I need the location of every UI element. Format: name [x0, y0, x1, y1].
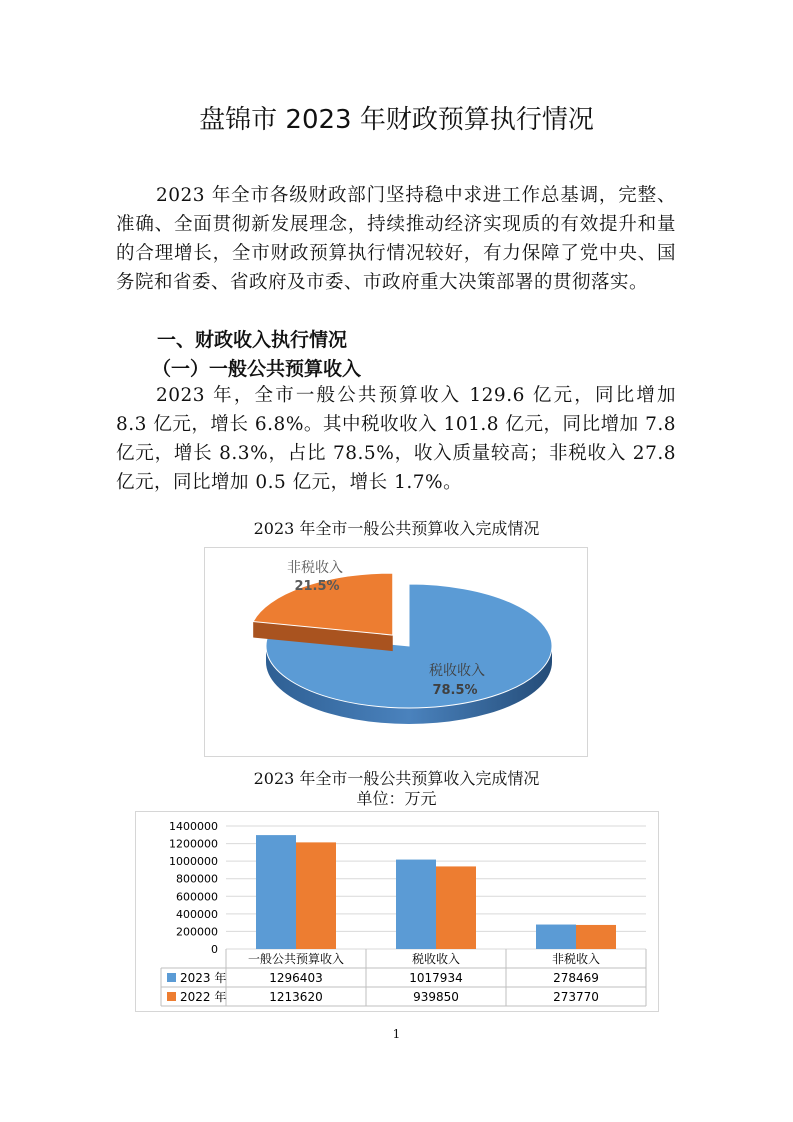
bar-chart-title: 2023 年全市一般公共预算收入完成情况 — [253, 769, 540, 788]
bar-0-0 — [256, 835, 296, 949]
pie-label-tax: 税收收入 — [429, 663, 485, 679]
y-tick-label: 800000 — [176, 872, 218, 886]
page-title: 盘锦市 2023 年财政预算执行情况 — [199, 105, 594, 135]
table-cell: 1296403 — [269, 971, 323, 985]
pie-label-nontax: 非税收入 — [287, 560, 343, 576]
subsection-heading: （一）一般公共预算收入 — [152, 358, 362, 380]
legend-swatch — [167, 992, 176, 1001]
y-tick-label: 0 — [211, 943, 218, 956]
intro-paragraph: 2023 年全市各级财政部门坚持稳中求进工作总基调，完整、准确、全面贯彻新发展理念，持续推动经济实现质的有效提升和量的合理增长，全市财政预算执行情况较好，有力保障了党中央、国务院和省委、省政府及市委、市政府重大决策部署的贯彻落实。 — [116, 185, 676, 293]
bar-2-1 — [576, 925, 616, 949]
pie-chart-frame — [204, 547, 588, 757]
table-cell: 273770 — [553, 990, 599, 1004]
table-cell: 278469 — [553, 971, 599, 985]
legend-label: 2022 年 — [180, 990, 227, 1004]
y-tick-label: 1200000 — [169, 837, 218, 851]
bar-chart-frame — [135, 811, 659, 1012]
table-cell: 939850 — [413, 990, 459, 1004]
page-number: 1 — [392, 1027, 401, 1041]
bar-chart — [136, 812, 660, 1013]
bar-0-1 — [296, 842, 336, 949]
y-tick-label: 1000000 — [169, 855, 218, 869]
pie-value-tax: 78.5% — [432, 683, 478, 698]
table-cell: 1017934 — [409, 971, 463, 985]
y-tick-label: 600000 — [176, 890, 218, 904]
table-cell: 1213620 — [269, 990, 323, 1004]
pie-chart-title: 2023 年全市一般公共预算收入完成情况 — [253, 519, 540, 538]
bar-1-0 — [396, 860, 436, 949]
section-heading: 一、财政收入执行情况 — [157, 329, 348, 351]
bar-1-1 — [436, 866, 476, 949]
legend-label: 2023 年 — [180, 971, 227, 985]
bar-2-0 — [536, 925, 576, 949]
bar-chart-subtitle: 单位：万元 — [356, 789, 437, 808]
y-tick-label: 400000 — [176, 907, 218, 921]
category-label: 税收收入 — [411, 952, 461, 966]
y-tick-label: 1400000 — [169, 820, 218, 833]
legend-swatch — [167, 973, 176, 982]
y-tick-label: 200000 — [176, 925, 218, 939]
category-label: 一般公共预算收入 — [247, 952, 345, 966]
body-paragraph: 2023 年，全市一般公共预算收入 129.6 亿元，同比增加 8.3 亿元，增长 6.8%。其中税收收入 101.8 亿元，同比增加 7.8 亿元，增长 8.3%，占比 78.5%，收入质量较高；非税收入 27.8 亿元，同比增加 0.5 亿元，增长 1.7%。 — [116, 385, 676, 493]
pie-chart — [205, 548, 589, 758]
category-label: 非税收入 — [551, 952, 601, 966]
pie-value-nontax: 21.5% — [294, 579, 340, 594]
